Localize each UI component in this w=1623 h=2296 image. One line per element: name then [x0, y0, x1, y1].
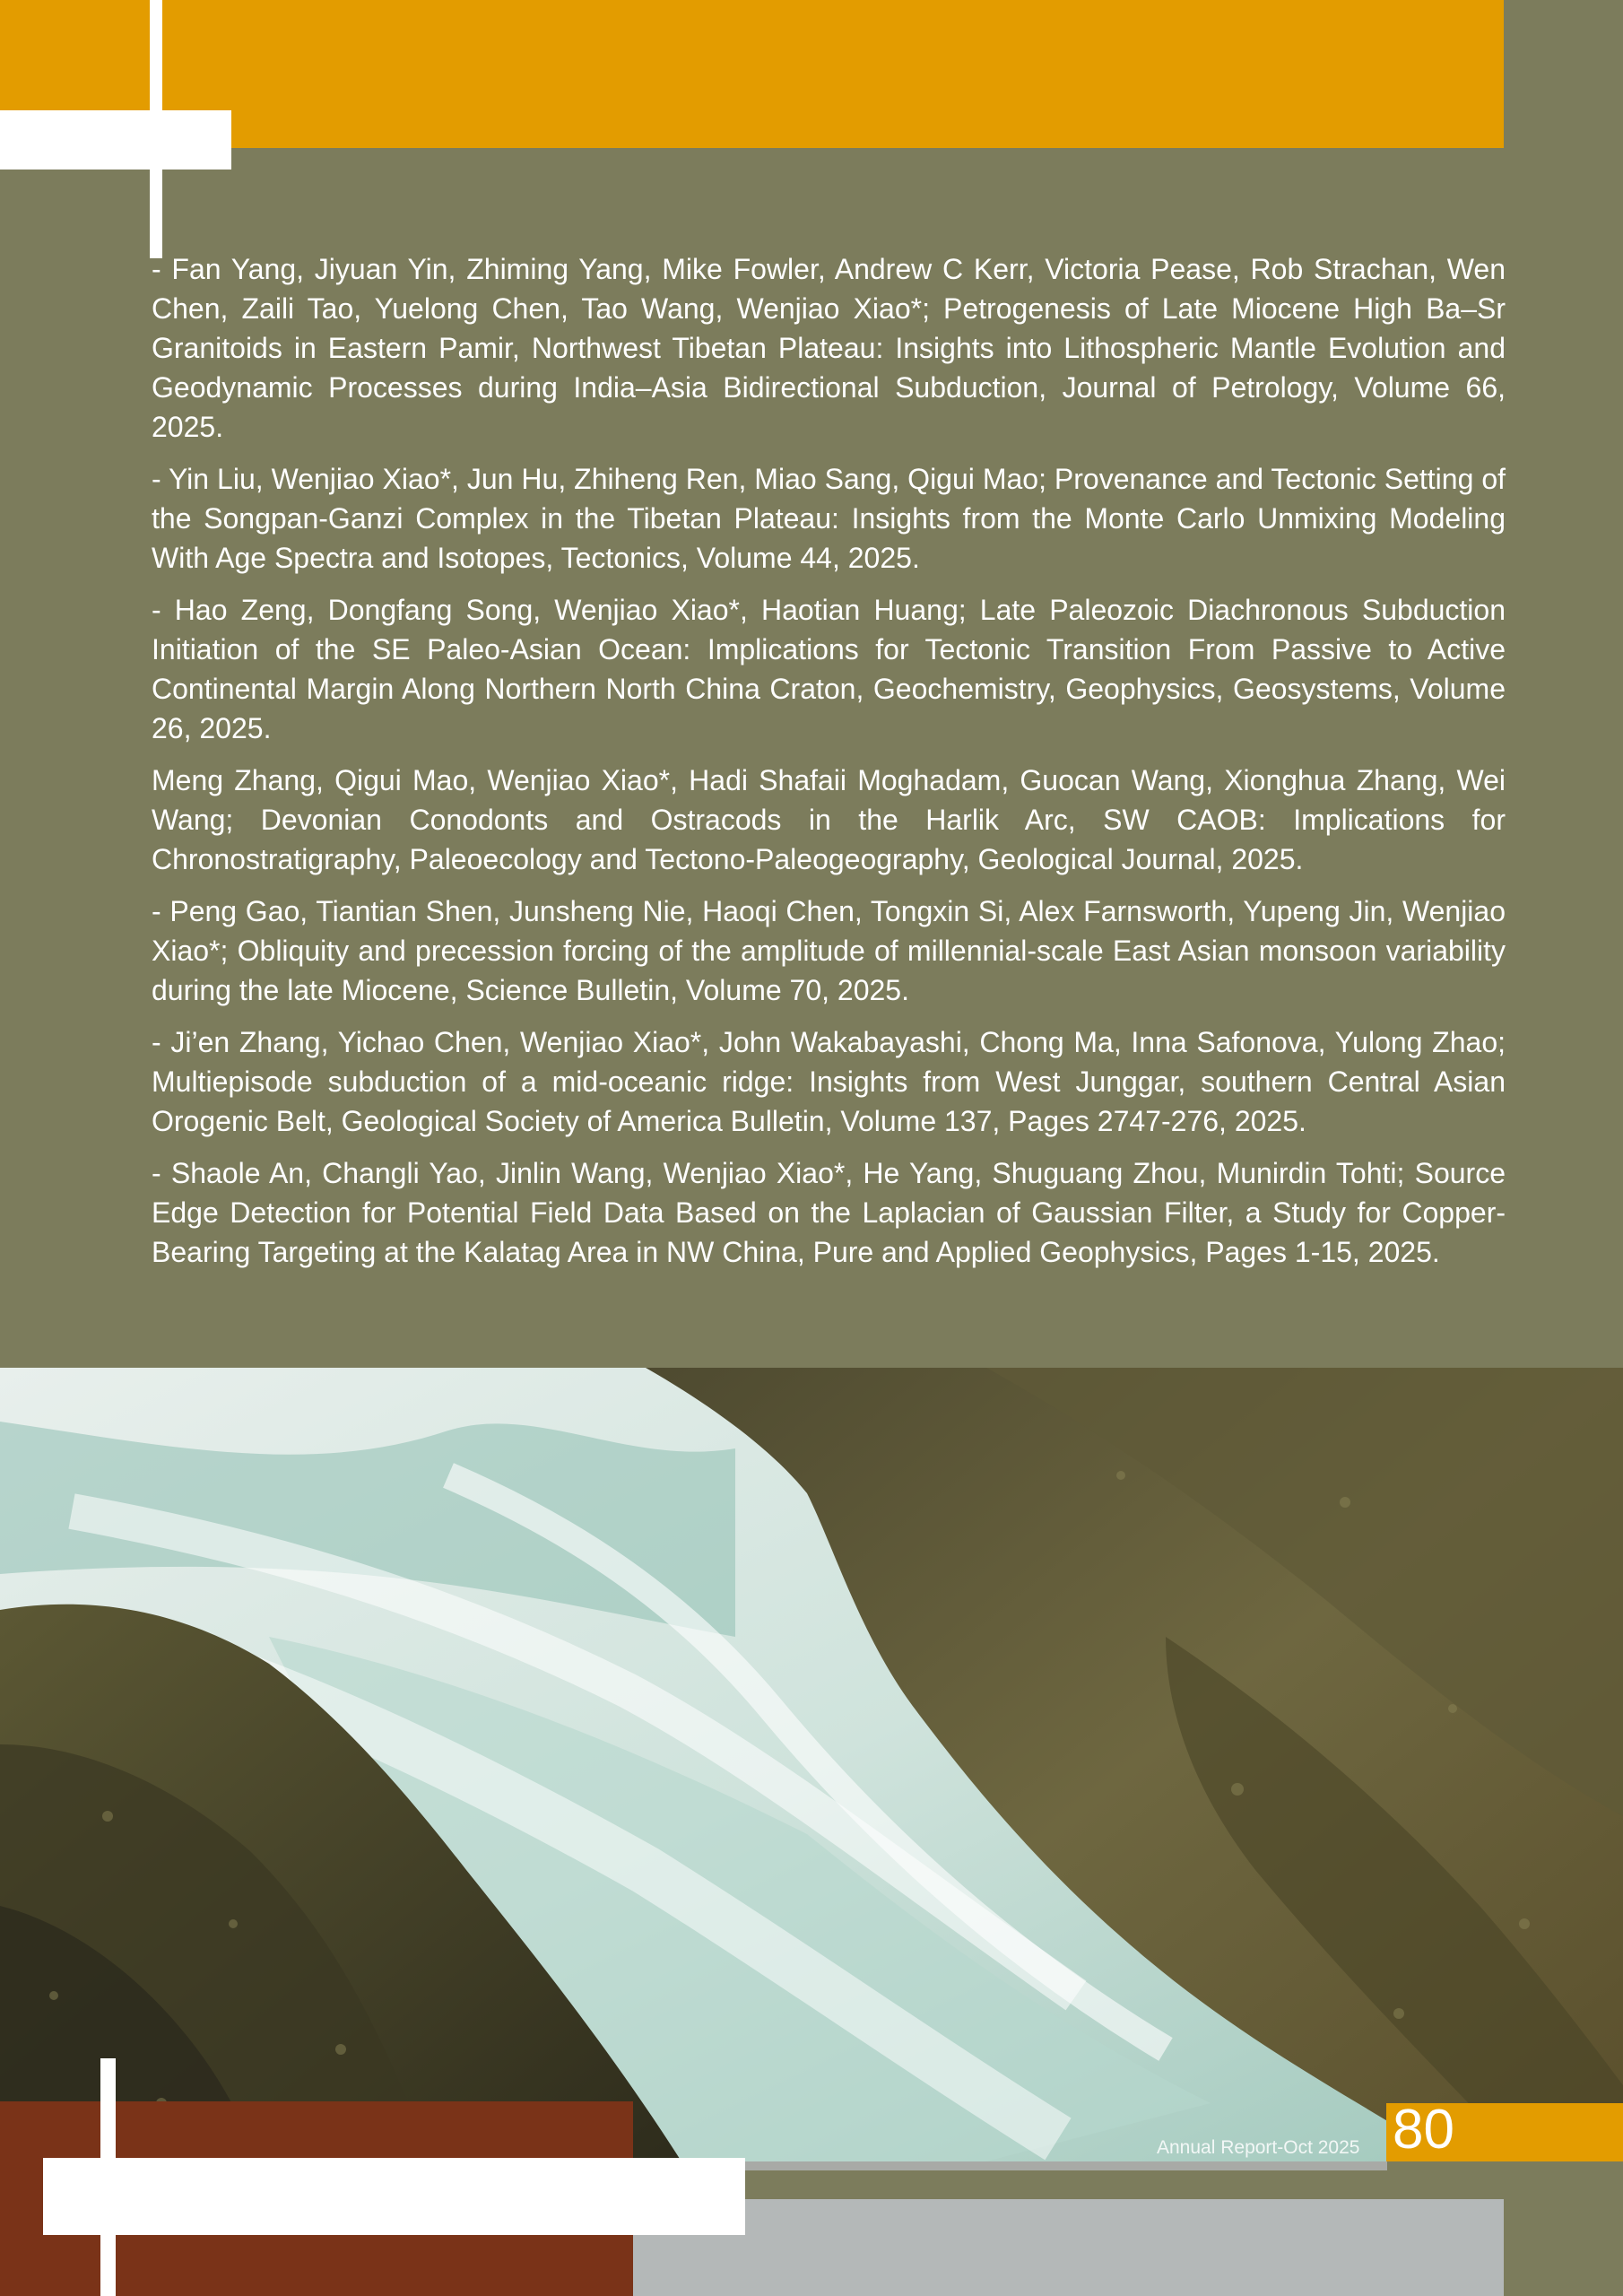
publication-entry: - Hao Zeng, Dongfang Song, Wenjiao Xiao*, Haotian Huang; Late Paleozoic Diachronous Subduction Initiation of the SE Paleo-Asian Ocean: Implications for Tectonic Transition From Passive to Active Continental Margin Along Northern North China Craton, Geochemistry, Geophysics, Geosystems, Volume 26, 2025.: [152, 594, 1506, 744]
header-white-line: [150, 0, 162, 258]
footer-label: Annual Report-Oct 2025: [1157, 2137, 1360, 2158]
page-number: 80: [1393, 2099, 1454, 2161]
footer-grey-strip: [633, 2161, 1387, 2170]
publication-list: [152, 249, 1506, 1284]
coastal-rocks-photo: [0, 1368, 1623, 2161]
publication-entry: - Fan Yang, Jiyuan Yin, Zhiming Yang, Mike Fowler, Andrew C Kerr, Victoria Pease, Rob Strachan, Wen Chen, Zaili Tao, Yuelong Chen, Tao Wang, Wenjiao Xiao*; Petrogenesis of Late Miocene High Ba–Sr Granitoids in Eastern Pamir, Northwest Tibetan Plateau: Insights into Lithospheric Mantle Evolution and Geodynamic Processes during India–Asia Bidirectional Subduction, Journal of Petrology, Volume 66, 2025.: [152, 253, 1506, 443]
footer-grey-block: [633, 2199, 1504, 2296]
publication-entry: - Yin Liu, Wenjiao Xiao*, Jun Hu, Zhiheng Ren, Miao Sang, Qigui Mao; Provenance and Tectonic Setting of the Songpan-Ganzi Complex in the Tibetan Plateau: Insights from the Monte Carlo Unmixing Modeling With Age Spectra and Isotopes, Tectonics, Volume 44, 2025.: [152, 463, 1506, 574]
publication-entry: - Shaole An, Changli Yao, Jinlin Wang, Wenjiao Xiao*, He Yang, Shuguang Zhou, Munirdin Tohti; Source Edge Detection for Potential Field Data Based on the Laplacian of Gaussian Filter, a Study for Copper-Bearing Targeting at the Kalatag Area in NW China, Pure and Applied Geophysics, Pages 1-15, 2025.: [152, 1157, 1506, 1268]
publication-entry: - Ji’en Zhang, Yichao Chen, Wenjiao Xiao*, John Wakabayashi, Chong Ma, Inna Safonova, Yulong Zhao; Multiepisode subduction of a mid-oceanic ridge: Insights from West Junggar, southern Central Asian Orogenic Belt, Geological Society of America Bulletin, Volume 137, Pages 2747-276, 2025.: [152, 1026, 1506, 1137]
header-white-bar: [0, 110, 231, 170]
publication-entry: Meng Zhang, Qigui Mao, Wenjiao Xiao*, Hadi Shafaii Moghadam, Guocan Wang, Xionghua Zhang, Wei Wang; Devonian Conodonts and Ostracods in the Harlik Arc, SW CAOB: Implications for Chronostratigraphy, Paleoecology and Tectono-Paleogeography, Geological Journal, 2025.: [152, 764, 1506, 875]
publication-entry: - Peng Gao, Tiantian Shen, Junsheng Nie, Haoqi Chen, Tongxin Si, Alex Farnsworth, Yupeng Jin, Wenjiao Xiao*; Obliquity and precession forcing of the amplitude of millennial-scale East Asian monsoon variability during the late Miocene, Science Bulletin, Volume 70, 2025.: [152, 895, 1506, 1006]
footer-white-line: [100, 2058, 116, 2296]
footer-white-bar: [43, 2158, 745, 2235]
